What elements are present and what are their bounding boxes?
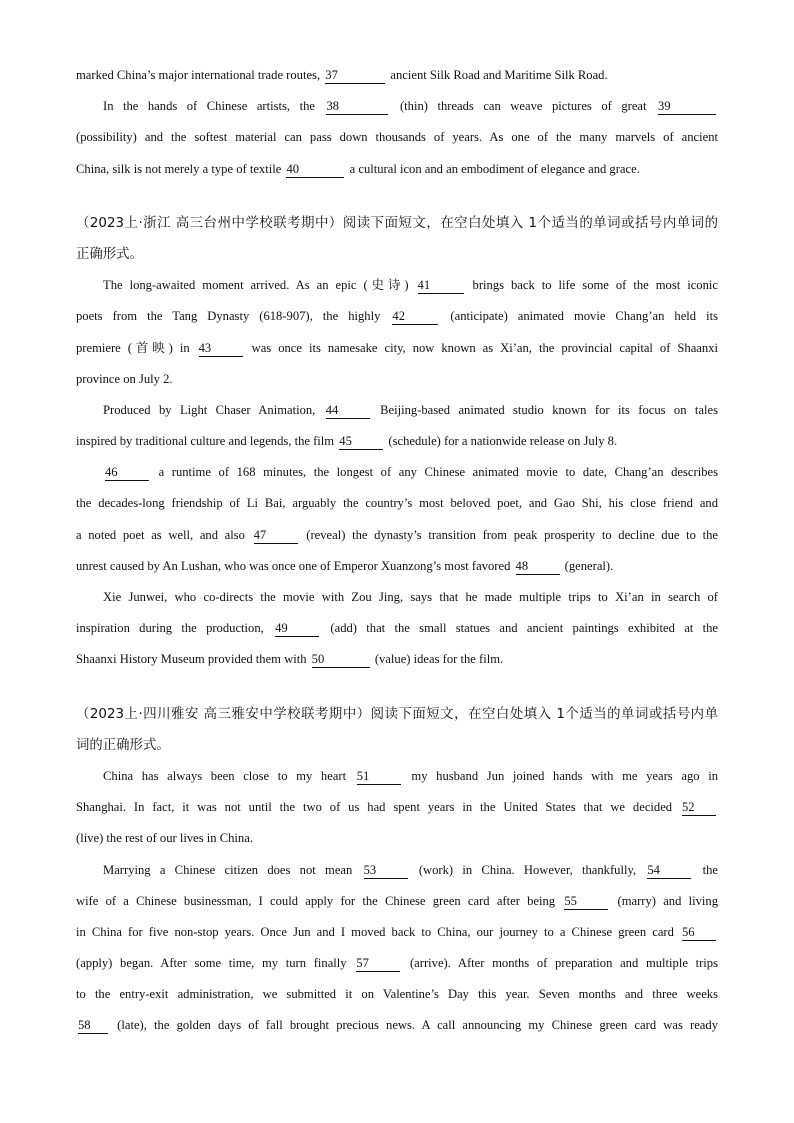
answer-blank-40[interactable]: 40 bbox=[286, 162, 344, 178]
answer-blank-54[interactable]: 54 bbox=[647, 863, 691, 879]
text-segment: (anticipate) animated movie Chang’an held its bbox=[440, 309, 719, 324]
section-gap bbox=[76, 676, 718, 699]
text-segment: (work) in China. However, thankfully, bbox=[409, 862, 646, 877]
text-segment: (apply) began. After some time, my turn finally bbox=[76, 956, 355, 971]
text-line bbox=[76, 395, 718, 426]
text-line bbox=[76, 644, 718, 675]
text-segment: Shanghai. In fact, it was not until the two of us had spent years in the United States that we decided bbox=[76, 800, 680, 815]
text-segment: brings back to life some of the most iconic bbox=[465, 278, 718, 293]
answer-blank-46[interactable]: 46 bbox=[105, 465, 149, 481]
answer-blank-42[interactable]: 42 bbox=[392, 309, 438, 325]
answer-blank-52[interactable]: 52 bbox=[682, 800, 716, 816]
text-line bbox=[76, 823, 718, 854]
text-line bbox=[76, 948, 718, 979]
section-heading-line bbox=[76, 239, 718, 270]
text-line bbox=[76, 917, 718, 948]
text-segment: (live) the rest of our lives in China. bbox=[76, 831, 253, 846]
text-line bbox=[76, 333, 718, 364]
text-line bbox=[76, 792, 718, 823]
answer-blank-39[interactable]: 39 bbox=[658, 99, 716, 115]
text-segment: the decades-long friendship of Li Bai, arguably the country’s most beloved poet, and Gao Shi, his close friend and bbox=[76, 496, 718, 511]
text-line bbox=[76, 60, 718, 91]
text-segment: China, silk is not merely a type of textile bbox=[76, 161, 285, 176]
text-segment: Xie Junwei, who co-directs the movie with Zou Jing, says that he made multiple trips to Xi’an in search of bbox=[103, 590, 718, 604]
answer-blank-41[interactable]: 41 bbox=[418, 278, 464, 294]
section-heading-line bbox=[76, 699, 718, 730]
answer-blank-50[interactable]: 50 bbox=[312, 652, 370, 668]
text-segment: marked China’s major international trade routes, bbox=[76, 68, 324, 82]
text-segment: poets from the Tang Dynasty (618-907), the highly bbox=[76, 309, 391, 324]
text-segment: unrest caused by An Lushan, who was once one of Emperor Xuanzong’s most favored bbox=[76, 558, 514, 573]
text-line bbox=[76, 613, 718, 644]
answer-blank-49[interactable]: 49 bbox=[275, 621, 319, 637]
answer-blank-48[interactable]: 48 bbox=[516, 559, 560, 575]
answer-blank-56[interactable]: 56 bbox=[682, 925, 716, 941]
text-segment: (thin) threads can weave pictures of great bbox=[390, 99, 656, 114]
text-segment: (marry) and living bbox=[610, 893, 718, 908]
text-segment: In the hands of Chinese artists, the bbox=[103, 99, 325, 114]
text-segment: (add) that the small statues and ancient paintings exhibited at the bbox=[321, 621, 718, 636]
text-line bbox=[76, 979, 718, 1010]
text-segment: （2023上·四川雅安 高三雅安中学校联考期中）阅读下面短文，在空白处填入 1个适当的单词或括号内单 bbox=[76, 706, 718, 722]
text-segment: (reveal) the dynasty’s transition from peak prosperity to decline due to the bbox=[299, 527, 718, 542]
answer-blank-53[interactable]: 53 bbox=[364, 863, 408, 879]
text-segment: province on July 2. bbox=[76, 371, 173, 386]
text-line bbox=[76, 122, 718, 153]
text-segment: the bbox=[693, 862, 718, 877]
text-segment: was once its namesake city, now known as Xi’an, the provincial capital of Shaanxi bbox=[244, 340, 718, 355]
answer-blank-58[interactable]: 58 bbox=[78, 1018, 108, 1034]
text-segment: wife of a Chinese businessman, I could apply for the Chinese green card after being bbox=[76, 893, 563, 908]
text-line bbox=[76, 457, 718, 488]
text-segment: inspired by traditional culture and legends, the film bbox=[76, 434, 338, 449]
text-line bbox=[76, 154, 718, 185]
text-line bbox=[76, 270, 718, 301]
section-heading-line bbox=[76, 730, 718, 761]
text-segment: Marrying a Chinese citizen does not mean bbox=[103, 862, 362, 877]
text-segment: in China for five non-stop years. Once Jun and I moved back to China, our journey to a Chinese green card bbox=[76, 924, 680, 939]
text-line bbox=[76, 520, 718, 551]
text-line bbox=[76, 1010, 718, 1041]
text-segment: 词的正确形式。 bbox=[76, 737, 170, 753]
text-line bbox=[76, 488, 718, 519]
text-line bbox=[76, 551, 718, 582]
text-segment: inspiration during the production, bbox=[76, 621, 274, 636]
text-segment: (possibility) and the softest material can pass down thousands of years. As one of the many marvels of ancient bbox=[76, 130, 718, 145]
text-segment: Beijing-based animated studio known for its focus on tales bbox=[371, 402, 718, 417]
text-segment: a runtime of 168 minutes, the longest of any Chinese animated movie to date, Chang’an describes bbox=[151, 465, 718, 480]
text-line bbox=[76, 364, 718, 395]
text-segment: premiere (首映) in bbox=[76, 340, 197, 355]
text-segment: Shaanxi History Museum provided them with bbox=[76, 652, 310, 667]
answer-blank-38[interactable]: 38 bbox=[326, 99, 388, 115]
text-line bbox=[76, 91, 718, 122]
text-line bbox=[76, 301, 718, 332]
answer-blank-44[interactable]: 44 bbox=[326, 403, 370, 419]
text-segment: (late), the golden days of fall brought precious news. A call announcing my Chinese green card was ready bbox=[110, 1018, 718, 1033]
answer-blank-47[interactable]: 47 bbox=[254, 528, 298, 544]
text-segment: 正确形式。 bbox=[76, 246, 143, 262]
text-segment: ancient Silk Road and Maritime Silk Road. bbox=[387, 68, 608, 82]
text-segment: to the entry-exit administration, we submitted it on Valentine’s Day this year. Seven months and three weeks bbox=[76, 987, 718, 1002]
text-segment: (general). bbox=[561, 558, 614, 573]
text-segment: (schedule) for a nationwide release on July 8. bbox=[385, 434, 618, 449]
answer-blank-57[interactable]: 57 bbox=[356, 956, 400, 972]
answer-blank-51[interactable]: 51 bbox=[357, 769, 401, 785]
text-segment: China has always been close to my heart bbox=[103, 768, 355, 783]
text-segment: Produced by Light Chaser Animation, bbox=[103, 402, 324, 417]
answer-blank-55[interactable]: 55 bbox=[564, 894, 608, 910]
text-line bbox=[76, 886, 718, 917]
text-segment: a noted poet as well, and also bbox=[76, 527, 252, 542]
text-line bbox=[76, 761, 718, 792]
text-segment: (arrive). After months of preparation and multiple trips bbox=[402, 956, 718, 971]
answer-blank-43[interactable]: 43 bbox=[199, 341, 243, 357]
section-heading-line bbox=[76, 208, 718, 239]
text-segment: my husband Jun joined hands with me years ago in bbox=[402, 768, 718, 783]
text-line bbox=[76, 582, 718, 613]
text-segment: The long-awaited moment arrived. As an epic (史诗) bbox=[103, 278, 416, 293]
answer-blank-45[interactable]: 45 bbox=[339, 434, 383, 450]
document-page bbox=[76, 60, 718, 1042]
text-line bbox=[76, 855, 718, 886]
text-line bbox=[76, 426, 718, 457]
text-segment: a cultural icon and an embodiment of elegance and grace. bbox=[346, 161, 640, 176]
text-segment: （2023上·浙江 高三台州中学校联考期中）阅读下面短文，在空白处填入 1个适当的单词或括号内单词的 bbox=[76, 215, 718, 231]
section-gap bbox=[76, 185, 718, 208]
answer-blank-37[interactable]: 37 bbox=[325, 68, 385, 84]
text-segment: (value) ideas for the film. bbox=[371, 652, 504, 667]
